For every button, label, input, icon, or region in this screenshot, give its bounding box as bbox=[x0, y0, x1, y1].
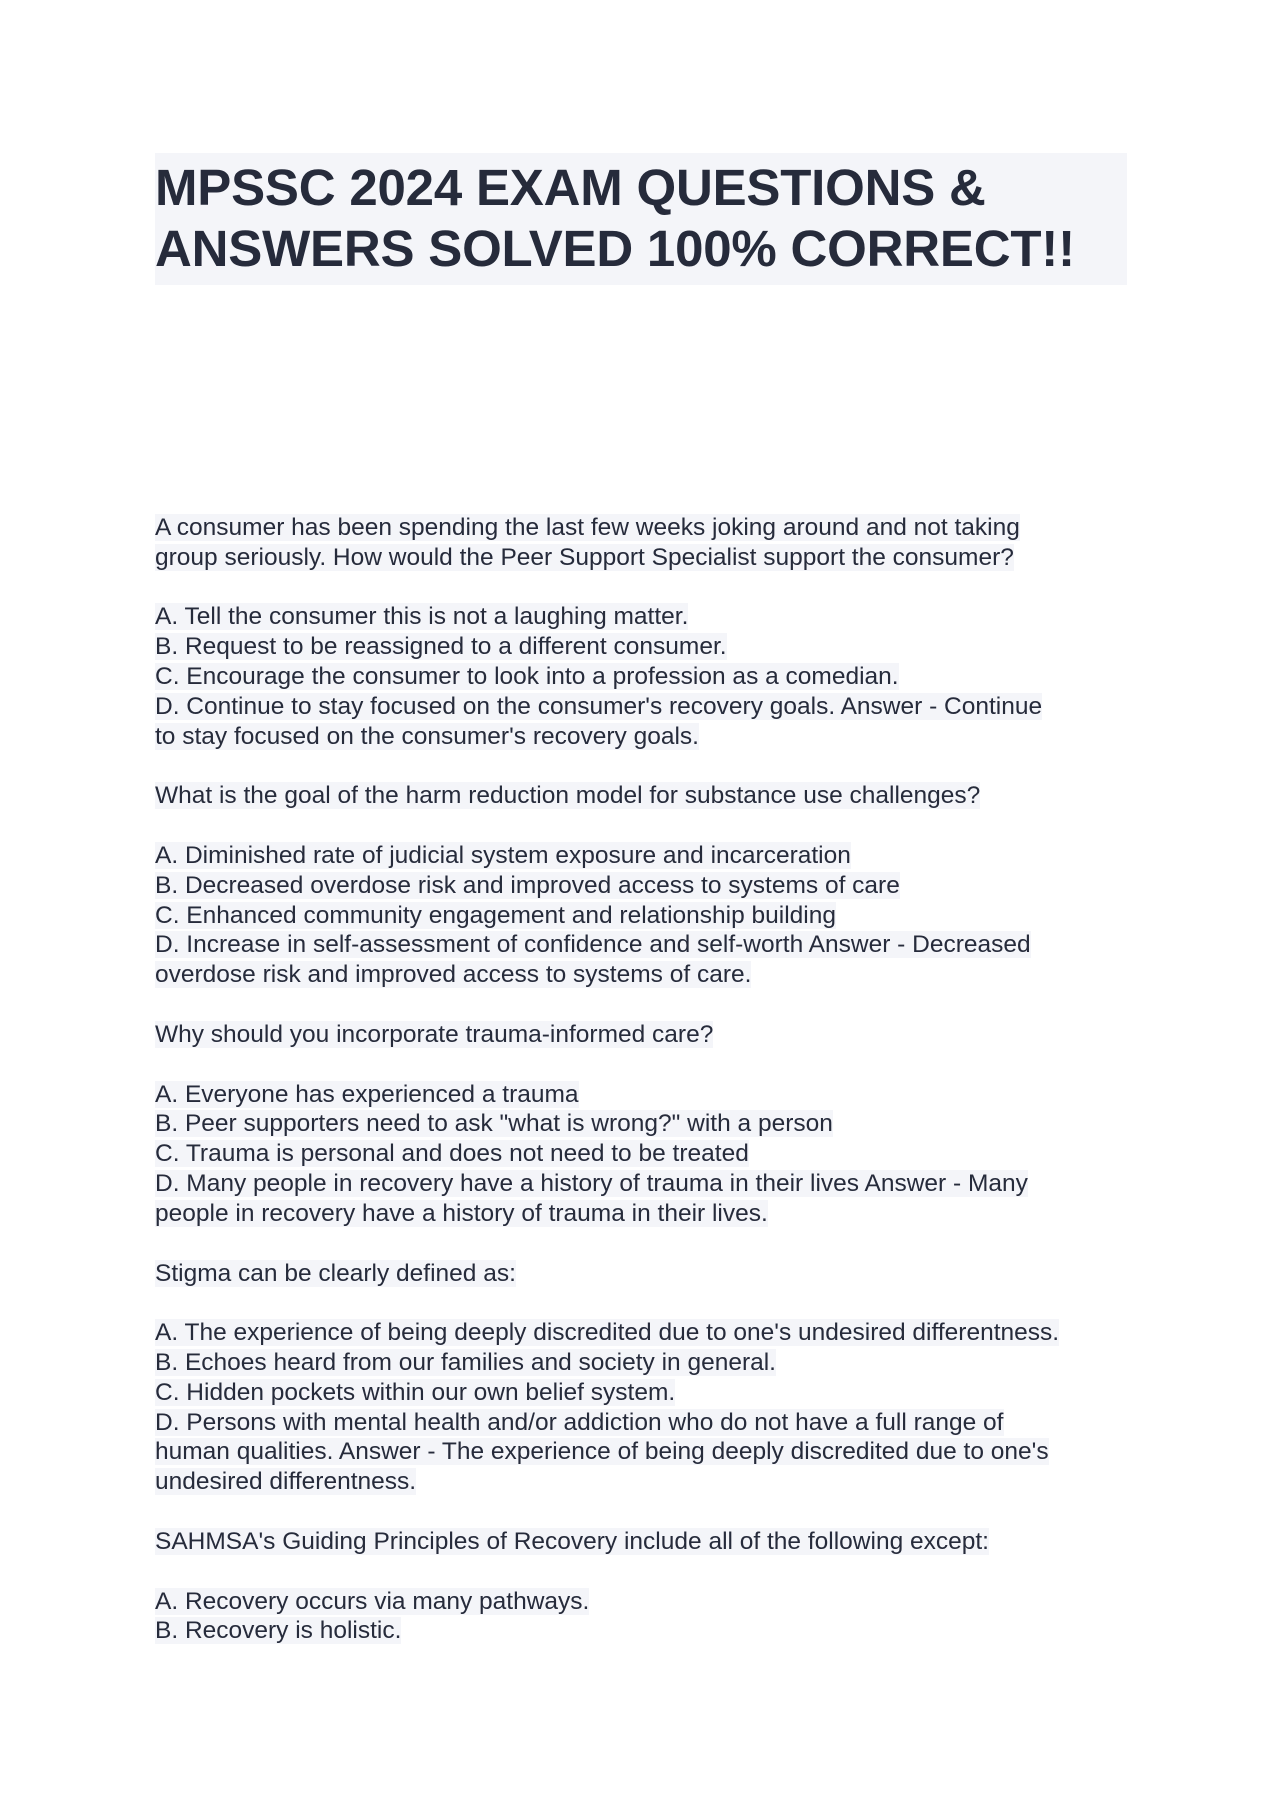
question-text: Stigma can be clearly defined as: bbox=[155, 1259, 516, 1287]
question-block bbox=[155, 513, 1135, 751]
question-text: What is the goal of the harm reduction model for substance use challenges? bbox=[155, 782, 981, 810]
question-block bbox=[155, 1527, 1135, 1646]
question-list bbox=[155, 513, 1135, 1676]
question-text: SAHMSA's Guiding Principles of Recovery include all of the following except: bbox=[155, 1527, 989, 1555]
answer-option: B. Request to be reassigned to a different consumer. bbox=[155, 633, 727, 661]
answer-option: C. Hidden pockets within our own belief system. bbox=[155, 1378, 676, 1406]
question-text: Why should you incorporate trauma-informed care? bbox=[155, 1020, 714, 1048]
question-block bbox=[155, 1259, 1135, 1497]
question-text: A consumer has been spending the last few weeks joking around and not taking bbox=[155, 514, 1020, 541]
title-line-2: ANSWERS SOLVED 100% CORRECT!! bbox=[155, 220, 1075, 277]
answer-option: A. The experience of being deeply discredited due to one's undesired differentness. bbox=[155, 1319, 1060, 1347]
question-block bbox=[155, 781, 1135, 990]
answer-text: to stay focused on the consumer's recovery goals. bbox=[155, 722, 699, 750]
answer-option: A. Tell the consumer this is not a laughing matter. bbox=[155, 603, 689, 631]
answer-text: overdose risk and improved access to systems of care. bbox=[155, 961, 752, 989]
answer-text: human qualities. Answer - The experience of being deeply discredited due to one's bbox=[155, 1438, 1049, 1466]
answer-option: B. Recovery is holistic. bbox=[155, 1617, 402, 1645]
answer-option: A. Everyone has experienced a trauma bbox=[155, 1080, 579, 1108]
answer-option: B. Peer supporters need to ask "what is wrong?" with a person bbox=[155, 1110, 833, 1138]
answer-text: undesired differentness. bbox=[155, 1468, 417, 1496]
question-text: group seriously. How would the Peer Support Specialist support the consumer? bbox=[155, 543, 1014, 571]
answer-option: D. Increase in self-assessment of confidence and self-worth Answer - Decreased bbox=[155, 931, 1031, 959]
answer-option: D. Many people in recovery have a history of trauma in their lives Answer - Many bbox=[155, 1169, 1028, 1197]
document-title bbox=[155, 153, 1127, 285]
answer-option: C. Trauma is personal and does not need to be treated bbox=[155, 1140, 749, 1168]
answer-option: D. Continue to stay focused on the consumer's recovery goals. Answer - Continue bbox=[155, 692, 1043, 720]
title-line-1: MPSSC 2024 EXAM QUESTIONS & bbox=[155, 159, 986, 216]
answer-text: people in recovery have a history of trauma in their lives. bbox=[155, 1199, 768, 1227]
question-block bbox=[155, 1020, 1135, 1229]
answer-option: C. Encourage the consumer to look into a profession as a comedian. bbox=[155, 662, 899, 690]
answer-option: B. Decreased overdose risk and improved access to systems of care bbox=[155, 871, 900, 899]
answer-option: B. Echoes heard from our families and society in general. bbox=[155, 1348, 776, 1376]
answer-option: D. Persons with mental health and/or addiction who do not have a full range of bbox=[155, 1408, 1004, 1436]
answer-option: A. Recovery occurs via many pathways. bbox=[155, 1587, 590, 1615]
answer-option: A. Diminished rate of judicial system exposure and incarceration bbox=[155, 841, 851, 869]
answer-option: C. Enhanced community engagement and relationship building bbox=[155, 901, 836, 929]
